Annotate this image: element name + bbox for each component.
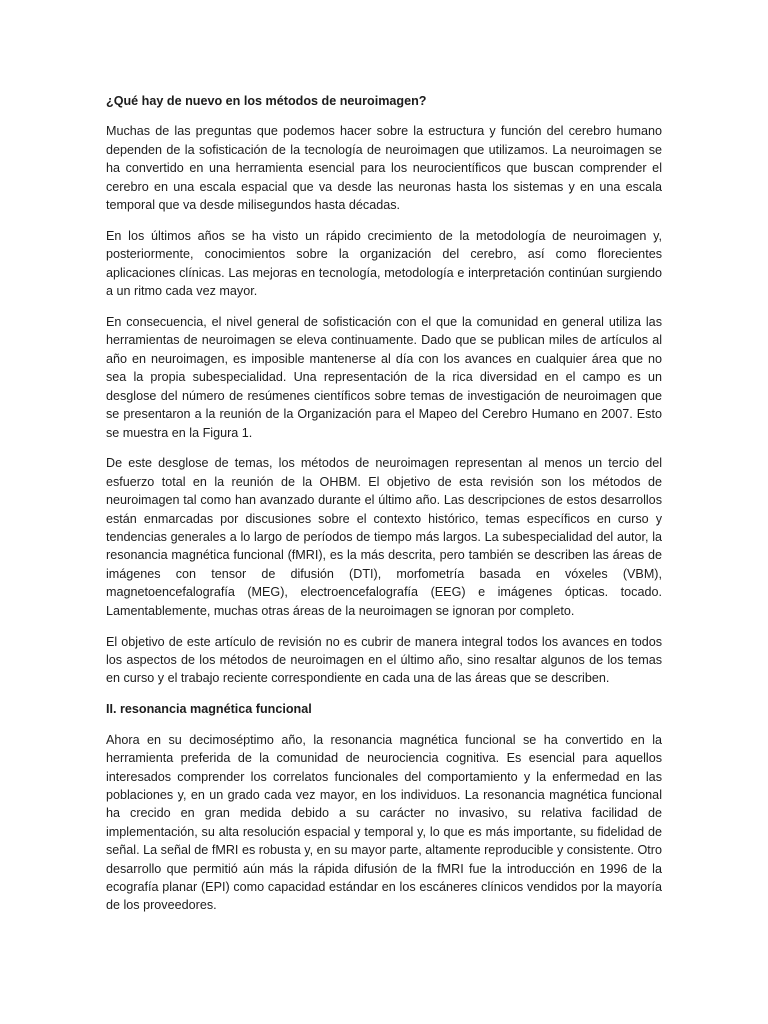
paragraph: Muchas de las preguntas que podemos hacer sobre la estructura y función del cerebro humano dependen de la sofisticación de la tecnología de neuroimagen que utilizamos. La neuroimagen se ha convertido en una herramienta esencial para los neurocientíficos que buscan comprender el cerebro en una escala espacial que va desde las neuronas hasta los sistemas y en una escala temporal que va desde milisegundos hasta décadas. xyxy=(106,124,662,213)
paragraph: De este desglose de temas, los métodos de neuroimagen representan al menos un tercio del esfuerzo total en la reunión de la OHBM. El objetivo de esta revisión son los métodos de neuroimagen tal como han avanzado durante el último año. Las descripciones de estos desarrollos están enmarcadas por discusiones sobre el contexto histórico, temas específicos en curso y tendencias generales a lo largo de períodos de tiempo más largos. La subespecialidad del autor, la resonancia magnética funcional (fMRI), es la más descrita, pero también se describen las áreas de imágenes con tensor de difusión (DTI), morfometría basada en vóxeles (VBM), magnetoencefalografía (MEG), electroencefalografía (EEG) e imágenes ópticas. tocado. Lamentablemente, muchas otras áreas de la neuroimagen se ignoran por completo. xyxy=(106,456,662,618)
document-page xyxy=(106,92,662,927)
paragraph: En consecuencia, el nivel general de sofisticación con el que la comunidad en general utiliza las herramientas de neuroimagen se eleva continuamente. Dado que se publican miles de artículos al año en neuroimagen, es imposible mantenerse al día con los avances en cualquier área que no sea la propia subespecialidad. Una representación de la rica diversidad en el campo es un desglose del número de resúmenes científicos sobre temas de investigación de neuroimagen que se presentaron a la reunión de la Organización para el Mapeo del Cerebro Humano en 2007. Esto se muestra en la Figura 1. xyxy=(106,315,662,440)
section-heading: II. resonancia magnética funcional xyxy=(106,702,312,717)
paragraph: El objetivo de este artículo de revisión no es cubrir de manera integral todos los avances en todos los aspectos de los métodos de neuroimagen en el último año, sino resaltar algunos de los temas en curso y el trabajo reciente correspondiente en cada una de las áreas que se describen. xyxy=(106,634,662,686)
document-title: ¿Qué hay de nuevo en los métodos de neuroimagen? xyxy=(106,94,427,108)
paragraph: Ahora en su decimoséptimo año, la resonancia magnética funcional se ha convertido en la herramienta preferida de la comunidad de neurociencia cognitiva. Es esencial para aquellos interesados comprender los correlatos funcionales del comportamiento y la enfermedad en las poblaciones y, en un grado cada vez mayor, en los individuos. La resonancia magnética funcional ha crecido en gran medida debido a su carácter no invasivo, su relativa facilidad de implementación, su alta resolución espacial y temporal y, lo que es más importante, su fidelidad de señal. La señal de fMRI es robusta y, en su mayor parte, altamente reproducible y consistente. Otro desarrollo que permitió aún más la rápida difusión de la fMRI fue la introducción en 1996 de la ecografía planar (EPI) como capacidad estándar en los escáneres clínicos vendidos por la mayoría de los proveedores. xyxy=(106,732,662,913)
paragraph: En los últimos años se ha visto un rápido crecimiento de la metodología de neuroimagen y, posteriormente, conocimientos sobre la organización del cerebro, así como florecientes aplicaciones clínicas. Las mejoras en tecnología, metodología e interpretación continúan surgiendo a un ritmo cada vez mayor. xyxy=(106,228,662,299)
